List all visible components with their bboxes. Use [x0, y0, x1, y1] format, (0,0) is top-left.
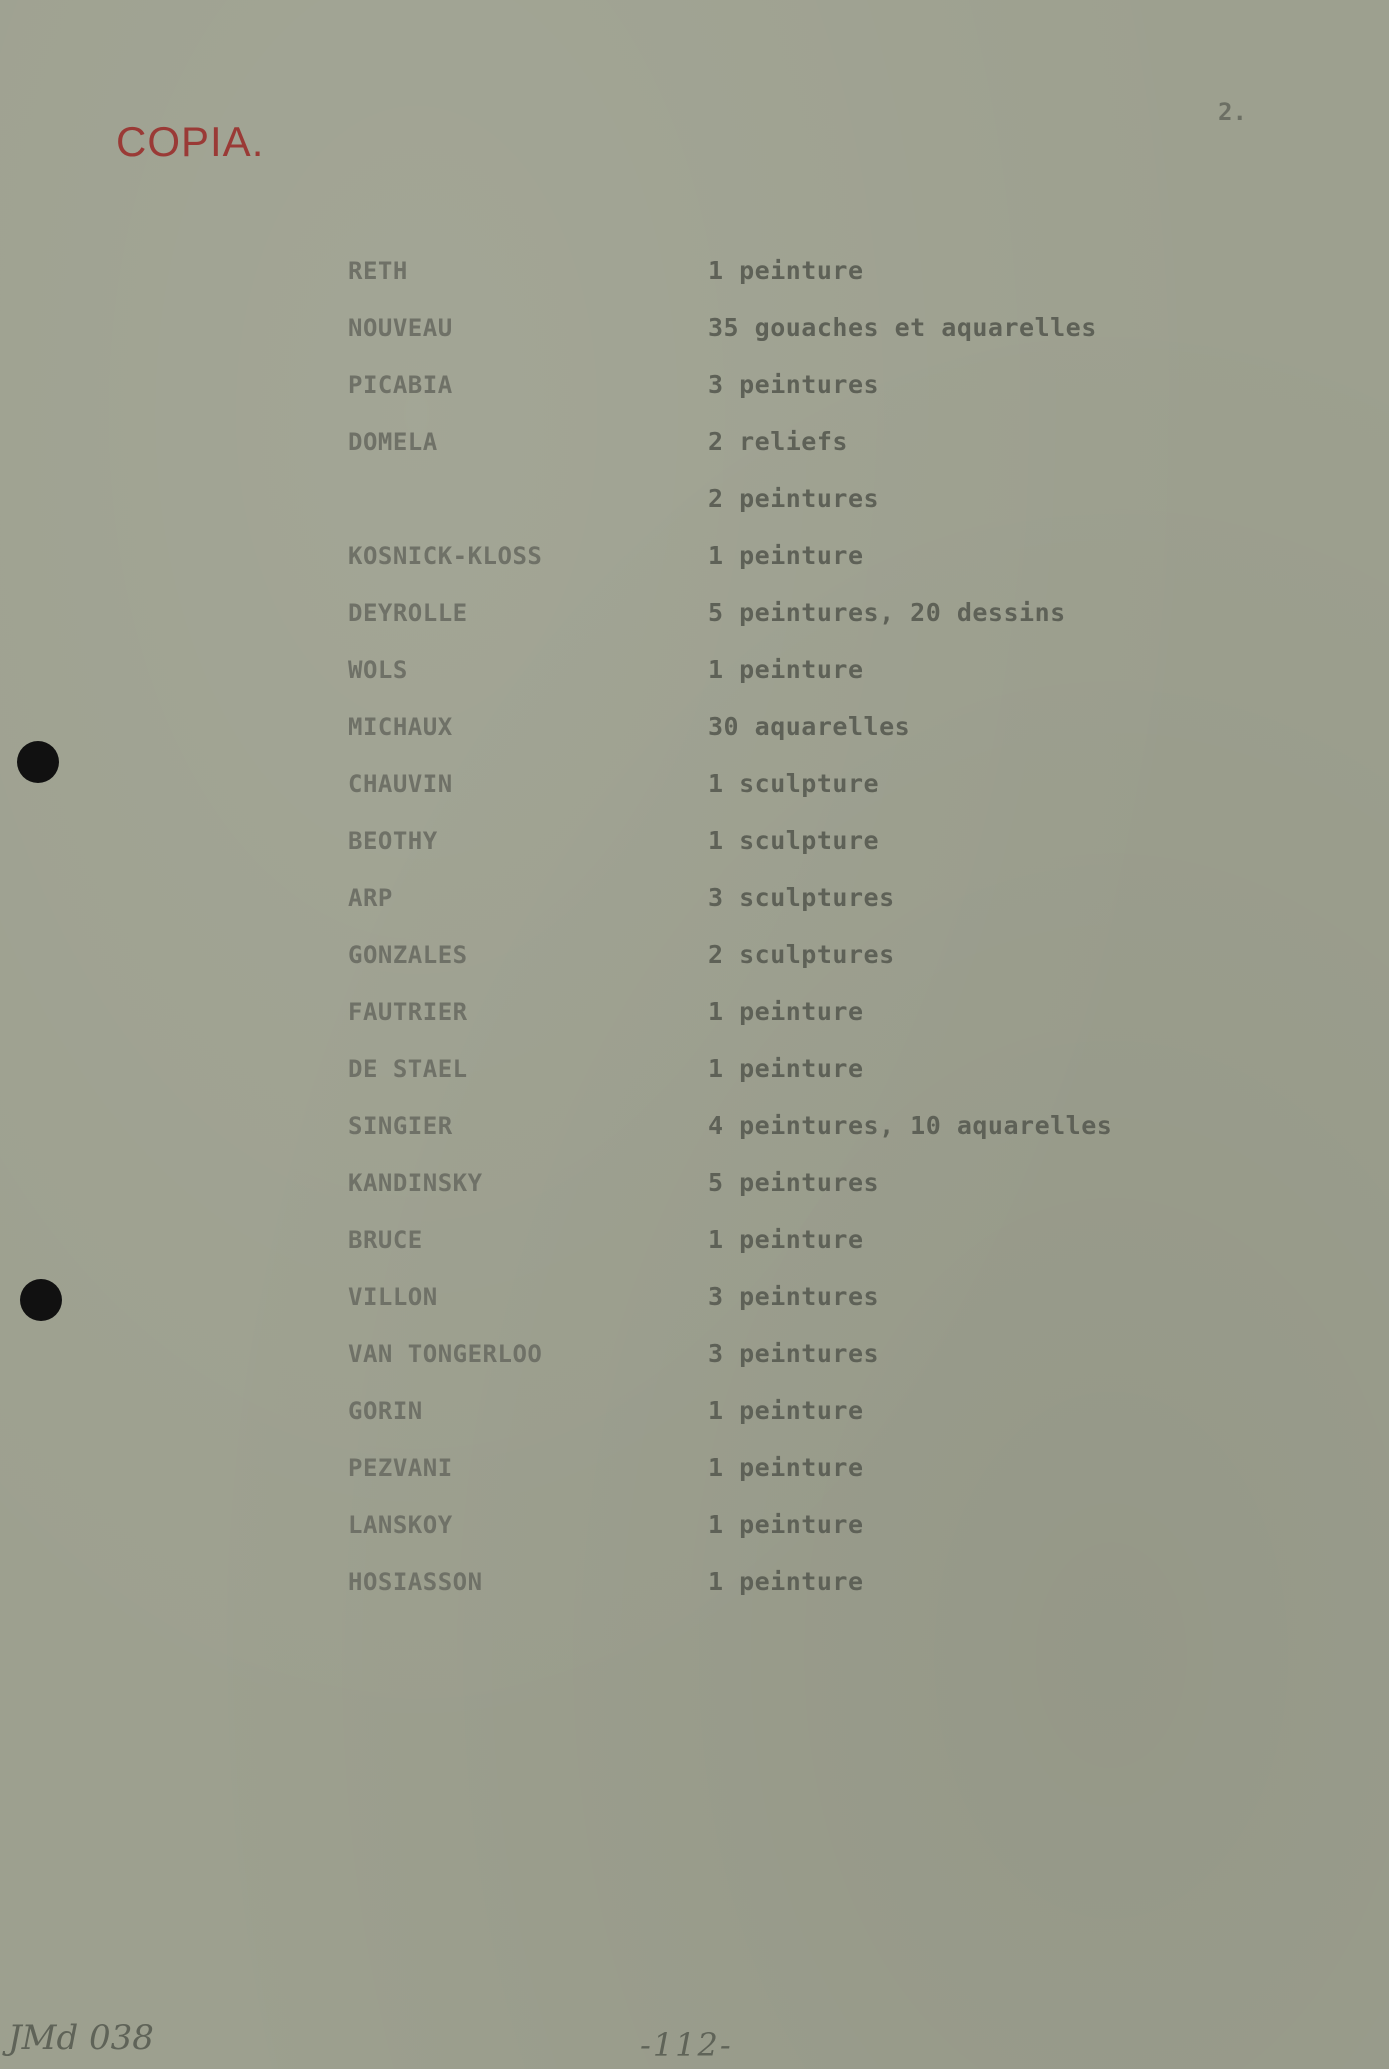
list-item [348, 1154, 1248, 1211]
works-description: 2 reliefs [708, 427, 848, 456]
artwork-list [348, 242, 1248, 1610]
artist-name: FAUTRIER [348, 997, 468, 1026]
works-description: 3 sculptures [708, 883, 895, 912]
list-item [348, 1325, 1248, 1382]
artist-name: NOUVEAU [348, 313, 453, 342]
list-item [348, 641, 1248, 698]
copia-stamp: COPIA. [116, 118, 265, 165]
works-description: 1 peinture [708, 1054, 864, 1083]
works-description: 2 peintures [708, 484, 880, 513]
list-item [348, 698, 1248, 755]
list-item [348, 470, 1248, 527]
punch-hole [20, 1279, 62, 1321]
list-item [348, 926, 1248, 983]
works-description: 1 peinture [708, 655, 864, 684]
works-description: 5 peintures [708, 1168, 880, 1197]
list-item [348, 299, 1248, 356]
folio-number: -112- [640, 2026, 733, 2064]
list-item [348, 983, 1248, 1040]
artist-name: RETH [348, 256, 408, 285]
artist-name: SINGIER [348, 1111, 453, 1140]
works-description: 2 sculptures [708, 940, 895, 969]
artist-name: ARP [348, 883, 393, 912]
list-item [348, 1097, 1248, 1154]
artist-name: LANSKOY [348, 1510, 453, 1539]
page-number: 2. [1218, 98, 1247, 126]
artist-name: KANDINSKY [348, 1168, 483, 1197]
artist-name: CHAUVIN [348, 769, 453, 798]
works-description: 3 peintures [708, 1282, 880, 1311]
works-description: 1 peinture [708, 1567, 864, 1596]
works-description: 3 peintures [708, 1339, 880, 1368]
artist-name: VAN TONGERLOO [348, 1339, 543, 1368]
list-item [348, 242, 1248, 299]
artist-name: WOLS [348, 655, 408, 684]
artist-name: KOSNICK-KLOSS [348, 541, 543, 570]
list-item [348, 1268, 1248, 1325]
list-item [348, 1211, 1248, 1268]
list-item [348, 584, 1248, 641]
list-item [348, 755, 1248, 812]
list-item [348, 1382, 1248, 1439]
artist-name: VILLON [348, 1282, 438, 1311]
artist-name: BRUCE [348, 1225, 423, 1254]
artist-name: DE STAEL [348, 1054, 468, 1083]
artist-name: MICHAUX [348, 712, 453, 741]
works-description: 3 peintures [708, 370, 880, 399]
artist-name: BEOTHY [348, 826, 438, 855]
artist-name: PEZVANI [348, 1453, 453, 1482]
works-description: 1 peinture [708, 997, 864, 1026]
works-description: 35 gouaches et aquarelles [708, 313, 1097, 342]
artist-name: GORIN [348, 1396, 423, 1425]
artist-name: DOMELA [348, 427, 438, 456]
works-description: 1 peinture [708, 256, 864, 285]
works-description: 1 peinture [708, 541, 864, 570]
list-item [348, 869, 1248, 926]
works-description: 4 peintures, 10 aquarelles [708, 1111, 1113, 1140]
list-item [348, 1553, 1248, 1610]
artist-name: HOSIASSON [348, 1567, 483, 1596]
list-item [348, 1496, 1248, 1553]
artist-name: DEYROLLE [348, 598, 468, 627]
works-description: 1 peinture [708, 1225, 864, 1254]
works-description: 1 peinture [708, 1510, 864, 1539]
list-item [348, 413, 1248, 470]
list-item [348, 1439, 1248, 1496]
works-description: 1 peinture [708, 1453, 864, 1482]
list-item [348, 527, 1248, 584]
archive-reference: JMd 038 [8, 2018, 154, 2058]
artist-name: PICABIA [348, 370, 453, 399]
works-description: 5 peintures, 20 dessins [708, 598, 1066, 627]
works-description: 1 sculpture [708, 769, 880, 798]
punch-hole [17, 741, 59, 783]
works-description: 1 sculpture [708, 826, 880, 855]
list-item [348, 356, 1248, 413]
list-item [348, 1040, 1248, 1097]
works-description: 30 aquarelles [708, 712, 911, 741]
artist-name: GONZALES [348, 940, 468, 969]
works-description: 1 peinture [708, 1396, 864, 1425]
list-item [348, 812, 1248, 869]
